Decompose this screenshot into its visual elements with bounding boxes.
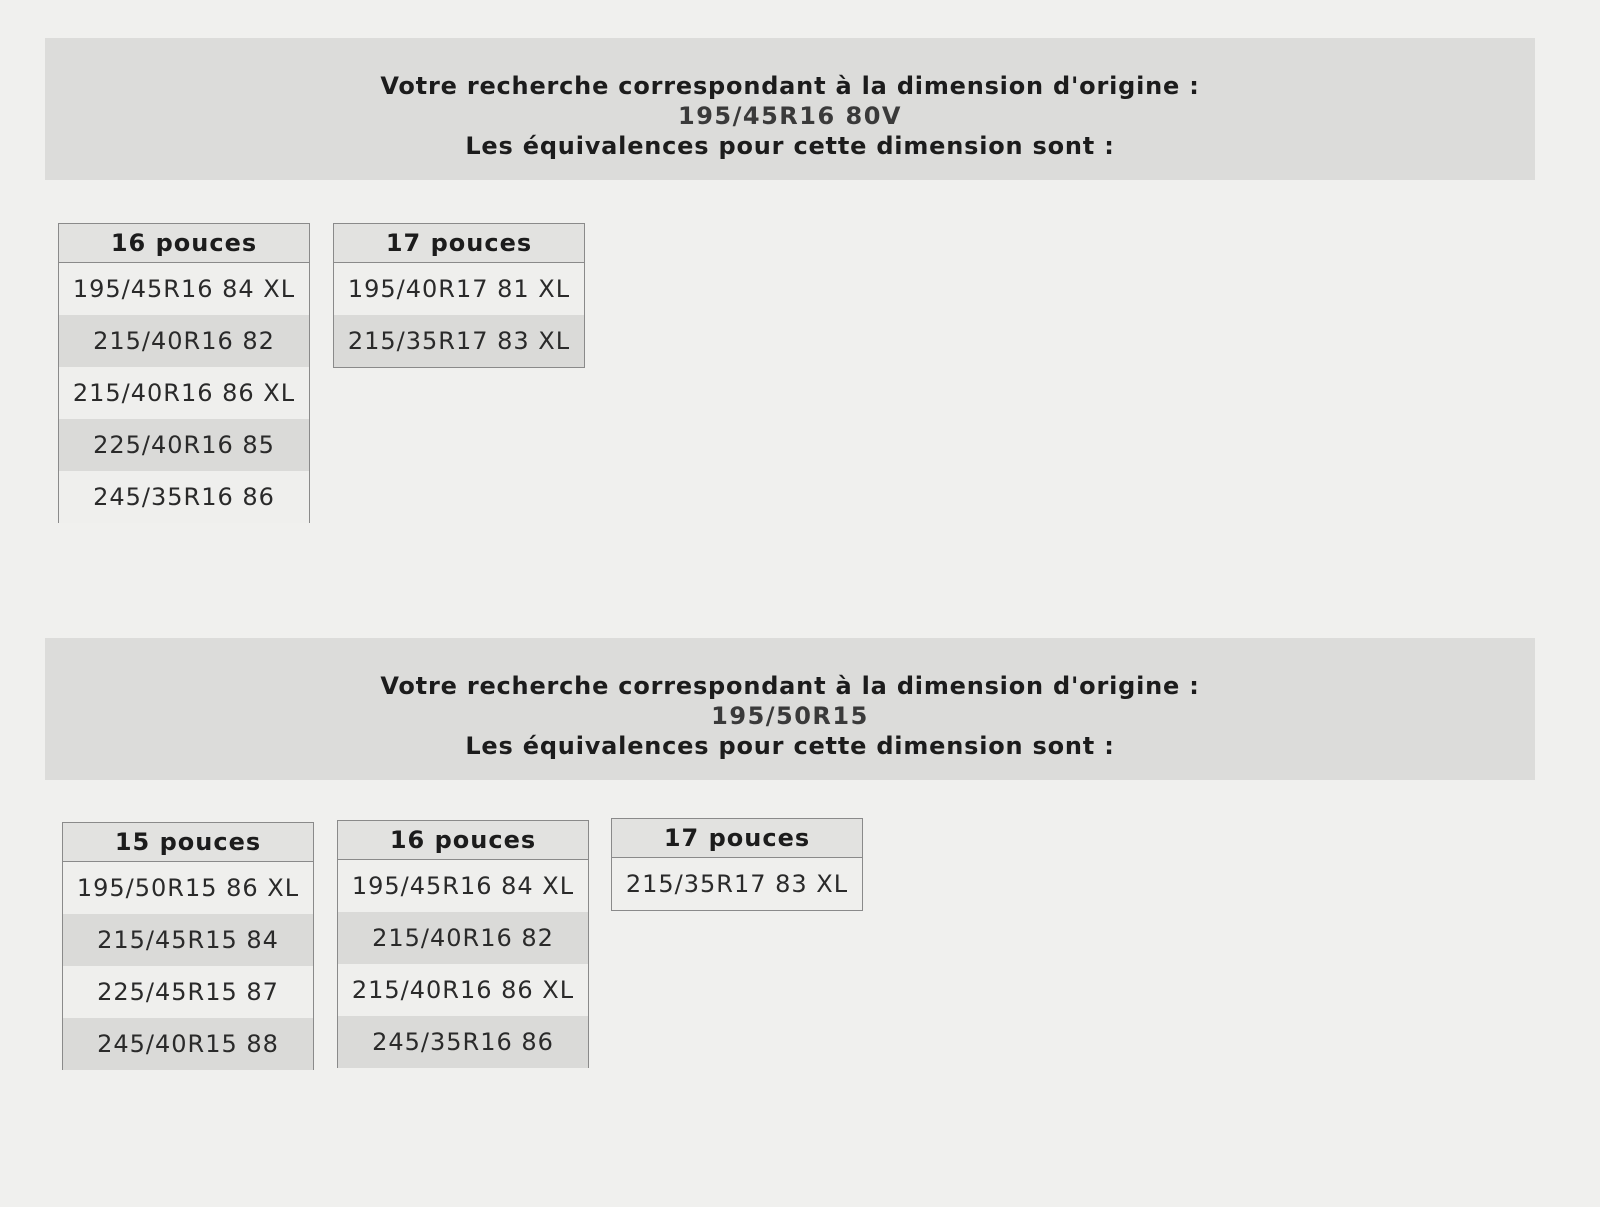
original-dimension: 195/50R15 [711,702,869,730]
group-header: 17 pouces [612,819,862,858]
equivalence-item: 245/35R16 86 [338,1016,588,1068]
size-group-15 [62,822,314,1070]
equivalence-item: 245/40R15 88 [63,1018,313,1070]
group-header: 16 pouces [59,224,309,263]
equivalence-item: 215/35R17 83 XL [334,315,584,367]
equivalence-item: 215/40R16 86 XL [351,976,575,1004]
equivalence-item: 195/45R16 84 XL [351,872,575,900]
banner-title: Votre recherche correspondant à la dimension d'origine : [380,672,1200,700]
equivalence-item: 215/40R16 82 [338,912,588,964]
equivalence-item: 245/35R16 86 [93,483,275,511]
group-header: 15 pouces [63,823,313,862]
banner-subtitle: Les équivalences pour cette dimension sont : [465,132,1115,160]
search-banner-2 [45,638,1535,780]
group-header: 16 pouces [338,821,588,860]
equivalence-item: 225/40R16 85 [59,419,309,471]
size-group-17 [333,223,585,368]
equivalence-item: 215/45R15 84 [63,914,313,966]
banner-subtitle: Les équivalences pour cette dimension sont : [465,732,1115,760]
equivalence-item: 195/40R17 81 XL [347,275,571,303]
size-group-16 [58,223,310,523]
original-dimension: 195/45R16 80V [678,102,902,130]
equivalence-item: 195/45R16 84 XL [72,275,296,303]
search-banner-1 [45,38,1535,180]
equivalence-item: 215/40R16 82 [59,315,309,367]
size-group-16 [337,820,589,1068]
equivalence-item: 215/35R17 83 XL [625,870,849,898]
banner-title: Votre recherche correspondant à la dimension d'origine : [380,72,1200,100]
group-header: 17 pouces [334,224,584,263]
equivalence-item: 195/50R15 86 XL [76,874,300,902]
equivalence-item: 225/45R15 87 [97,978,279,1006]
equivalence-item: 215/40R16 86 XL [72,379,296,407]
size-group-17 [611,818,863,911]
